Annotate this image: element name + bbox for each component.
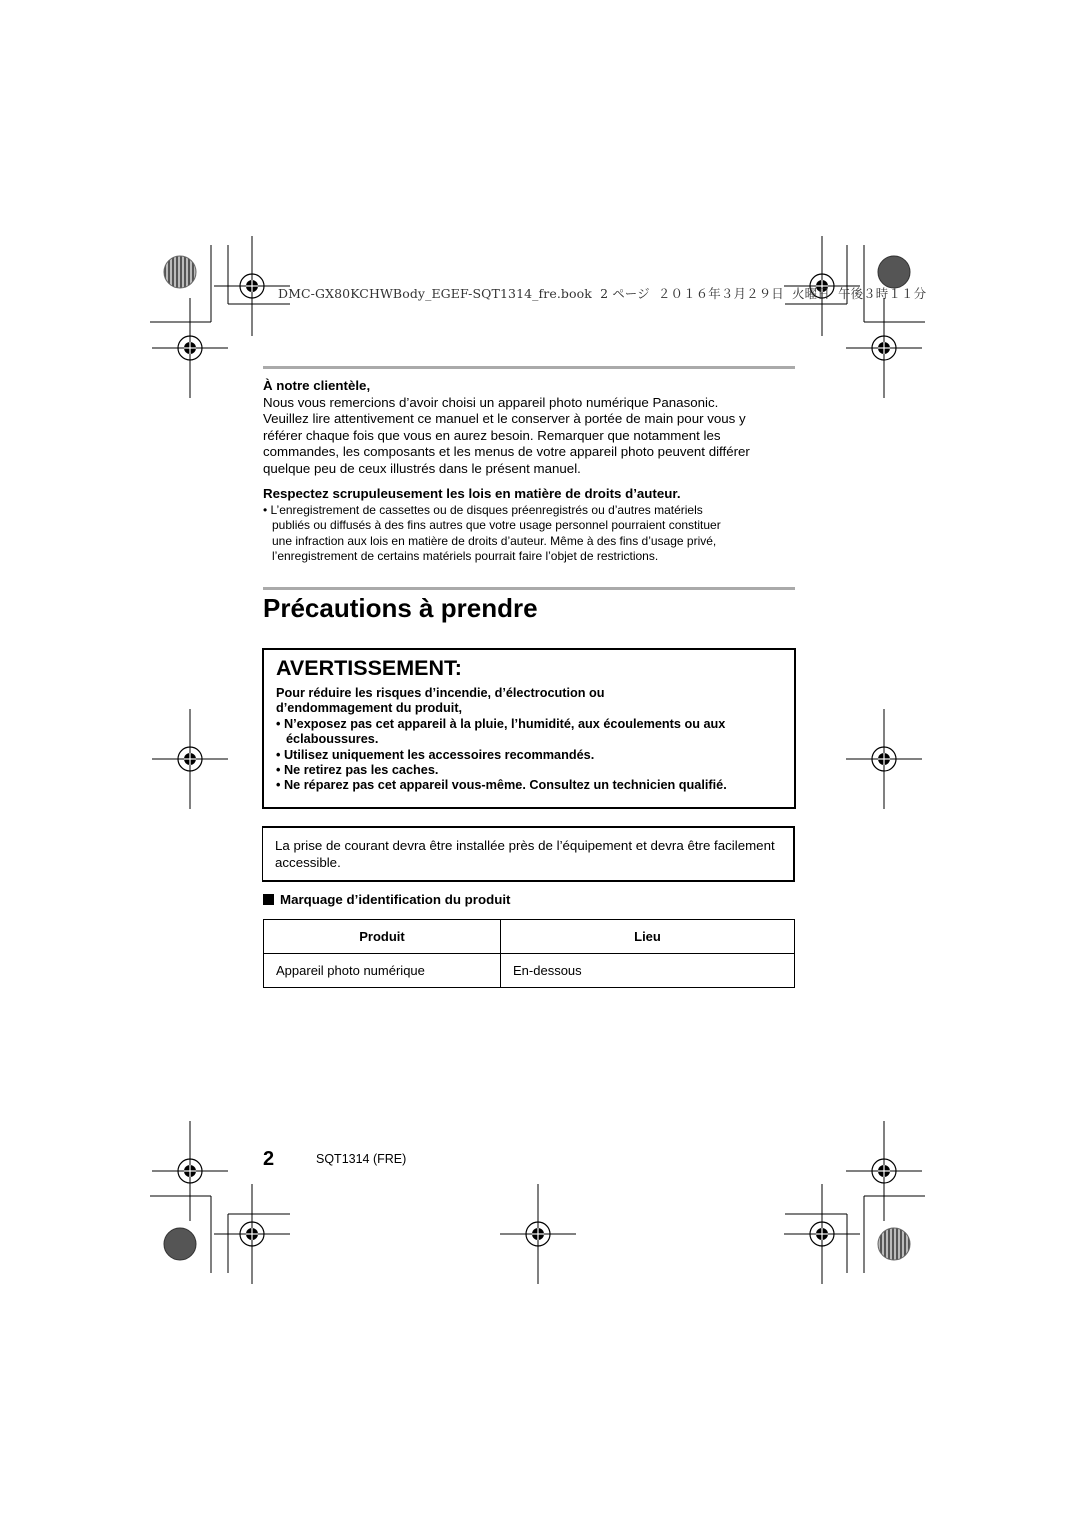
table-row [264, 954, 795, 988]
copyright-line: publiés ou diffusés à des fins autres que votre usage personnel pourraient constituer [272, 518, 721, 533]
square-bullet-icon [263, 894, 274, 905]
document-code: SQT1314 (FRE) [316, 1152, 407, 1166]
copyright-heading: Respectez scrupuleusement les lois en matière de droits d’auteur. [263, 486, 681, 501]
warning-bullet: • Utilisez uniquement les accessoires recommandés. [276, 747, 595, 762]
warning-intro: Pour réduire les risques d’incendie, d’électrocution ou [276, 686, 605, 700]
outlet-note-box [262, 826, 795, 882]
intro-line: Veuillez lire attentivement ce manuel et le conserver à portée de main pour vous y [263, 411, 746, 427]
warning-heading: AVERTISSEMENT: [276, 656, 462, 680]
intro-heading: À notre clientèle, [263, 378, 371, 393]
identification-table [263, 919, 795, 988]
column-header: Lieu [501, 920, 795, 954]
intro-section [263, 378, 798, 478]
copyright-line: l’enregistrement de certains matériels pourrait faire l’objet de restrictions. [272, 549, 659, 564]
intro-line: commandes, les composants et les menus de votre appareil photo peuvent différer [263, 444, 750, 460]
intro-line: quelque peu de ceux illustrés dans le présent manuel. [263, 460, 581, 476]
table-cell: En-dessous [501, 954, 795, 988]
outlet-note: La prise de courant devra être installée près de l’équipement et devra être facilement accessible. [275, 838, 775, 870]
divider [263, 587, 795, 590]
intro-line: référer chaque fois que vous en aurez besoin. Remarquer que notamment les [263, 427, 721, 443]
section-heading-text: Marquage d’identification du produit [280, 892, 511, 907]
intro-line: Nous vous remercions d’avoir choisi un appareil photo numérique Panasonic. [263, 394, 719, 410]
page-title: Précautions à prendre [263, 593, 538, 623]
warning-intro: d’endommagement du produit, [276, 701, 463, 716]
page-number: 2 [263, 1148, 275, 1170]
column-header: Produit [264, 920, 501, 954]
divider [263, 366, 795, 369]
warning-bullet: • N’exposez pas cet appareil à la pluie, l’humidité, aux écoulements ou aux éclaboussures. [276, 716, 726, 747]
copyright-section [263, 486, 798, 565]
warning-bullet: • Ne retirez pas les caches. [276, 763, 439, 778]
table-cell: Appareil photo numérique [264, 954, 501, 988]
print-header: DMC-GX80KCHWBody_EGEF-SQT1314_fre.book 2 ページ ２０１６年３月２９日 火曜日 午後３時１１分 [278, 286, 927, 301]
section-heading [263, 892, 510, 907]
warning-bullet: • Ne réparez pas cet appareil vous-même. Consultez un technicien qualifié. [276, 778, 727, 793]
copyright-line: une infraction aux lois en matière de droits d’auteur. Même à des fins d’usage privé, [272, 533, 717, 548]
table-header-row [264, 920, 795, 954]
copyright-line: • L’enregistrement de cassettes ou de disques préenregistrés ou d’autres matériels [263, 502, 703, 517]
warning-box [262, 648, 796, 809]
